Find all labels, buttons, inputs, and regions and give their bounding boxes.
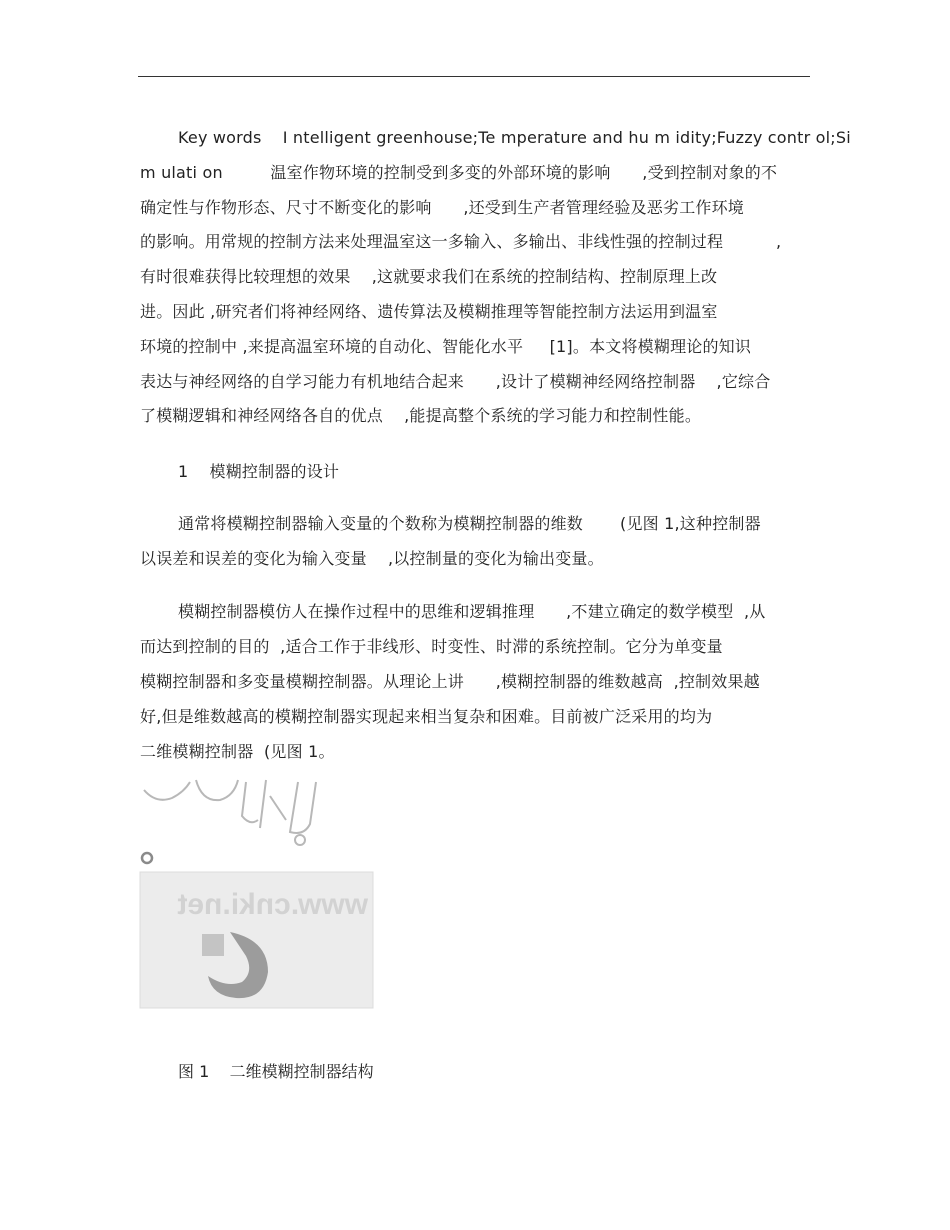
body-line: 通常将模糊控制器输入变量的个数称为模糊控制器的维数 (见图 1,这种控制器 (178, 514, 761, 533)
body-line: 模糊控制器模仿人在操作过程中的思维和逻辑推理 ,不建立确定的数学模型 ,从 (178, 602, 766, 621)
figure-1-image (138, 776, 374, 1010)
figure-square (202, 934, 224, 956)
watermark-text: www.cnki.net (177, 888, 368, 921)
body-line: 二维模糊控制器 (见图 1。 (140, 742, 335, 761)
body-line: 表达与神经网络的自学习能力有机地结合起来 ,设计了模糊神经网络控制器 ,它综合 (140, 372, 771, 391)
figure-1-graphic (138, 776, 374, 1010)
figure-caption: 图 1 二维模糊控制器结构 (178, 1062, 374, 1081)
body-line: 确定性与作物形态、尺寸不断变化的影响 ,还受到生产者管理经验及恶劣工作环境 (140, 198, 745, 217)
section-heading: 1 模糊控制器的设计 (178, 462, 340, 481)
body-line: Key words I ntelligent greenhouse;Te mperature and hu m idity;Fuzzy contr ol;Si (178, 128, 851, 147)
body-line: 有时很难获得比较理想的效果 ,这就要求我们在系统的控制结构、控制原理上改 (140, 267, 718, 286)
body-line: 好,但是维数越高的模糊控制器实现起来相当复杂和困难。目前被广泛采用的均为 (140, 707, 713, 726)
figure-circle-mark (142, 853, 152, 863)
body-line: m ulati on 温室作物环境的控制受到多变的外部环境的影响 ,受到控制对象的不 (140, 163, 778, 182)
body-line: 环境的控制中 ,来提高温室环境的自动化、智能化水平 [1]。本文将模糊理论的知识 (140, 337, 752, 356)
header-rule (138, 76, 810, 77)
body-line: 的影响。用常规的控制方法来处理温室这一多输入、多输出、非线性强的控制过程 , (140, 232, 782, 251)
body-line: 模糊控制器和多变量模糊控制器。从理论上讲 ,模糊控制器的维数越高 ,控制效果越 (140, 672, 760, 691)
body-line: 而达到控制的目的 ,适合工作于非线形、时变性、时滞的系统控制。它分为单变量 (140, 637, 723, 656)
body-line: 以误差和误差的变化为输入变量 ,以控制量的变化为输出变量。 (140, 549, 604, 568)
body-line: 了模糊逻辑和神经网络各自的优点 ,能提高整个系统的学习能力和控制性能。 (140, 406, 702, 425)
body-line: 进。因此 ,研究者们将神经网络、遗传算法及模糊推理等智能控制方法运用到温室 (140, 302, 718, 321)
figure-fragment-top (144, 780, 316, 845)
